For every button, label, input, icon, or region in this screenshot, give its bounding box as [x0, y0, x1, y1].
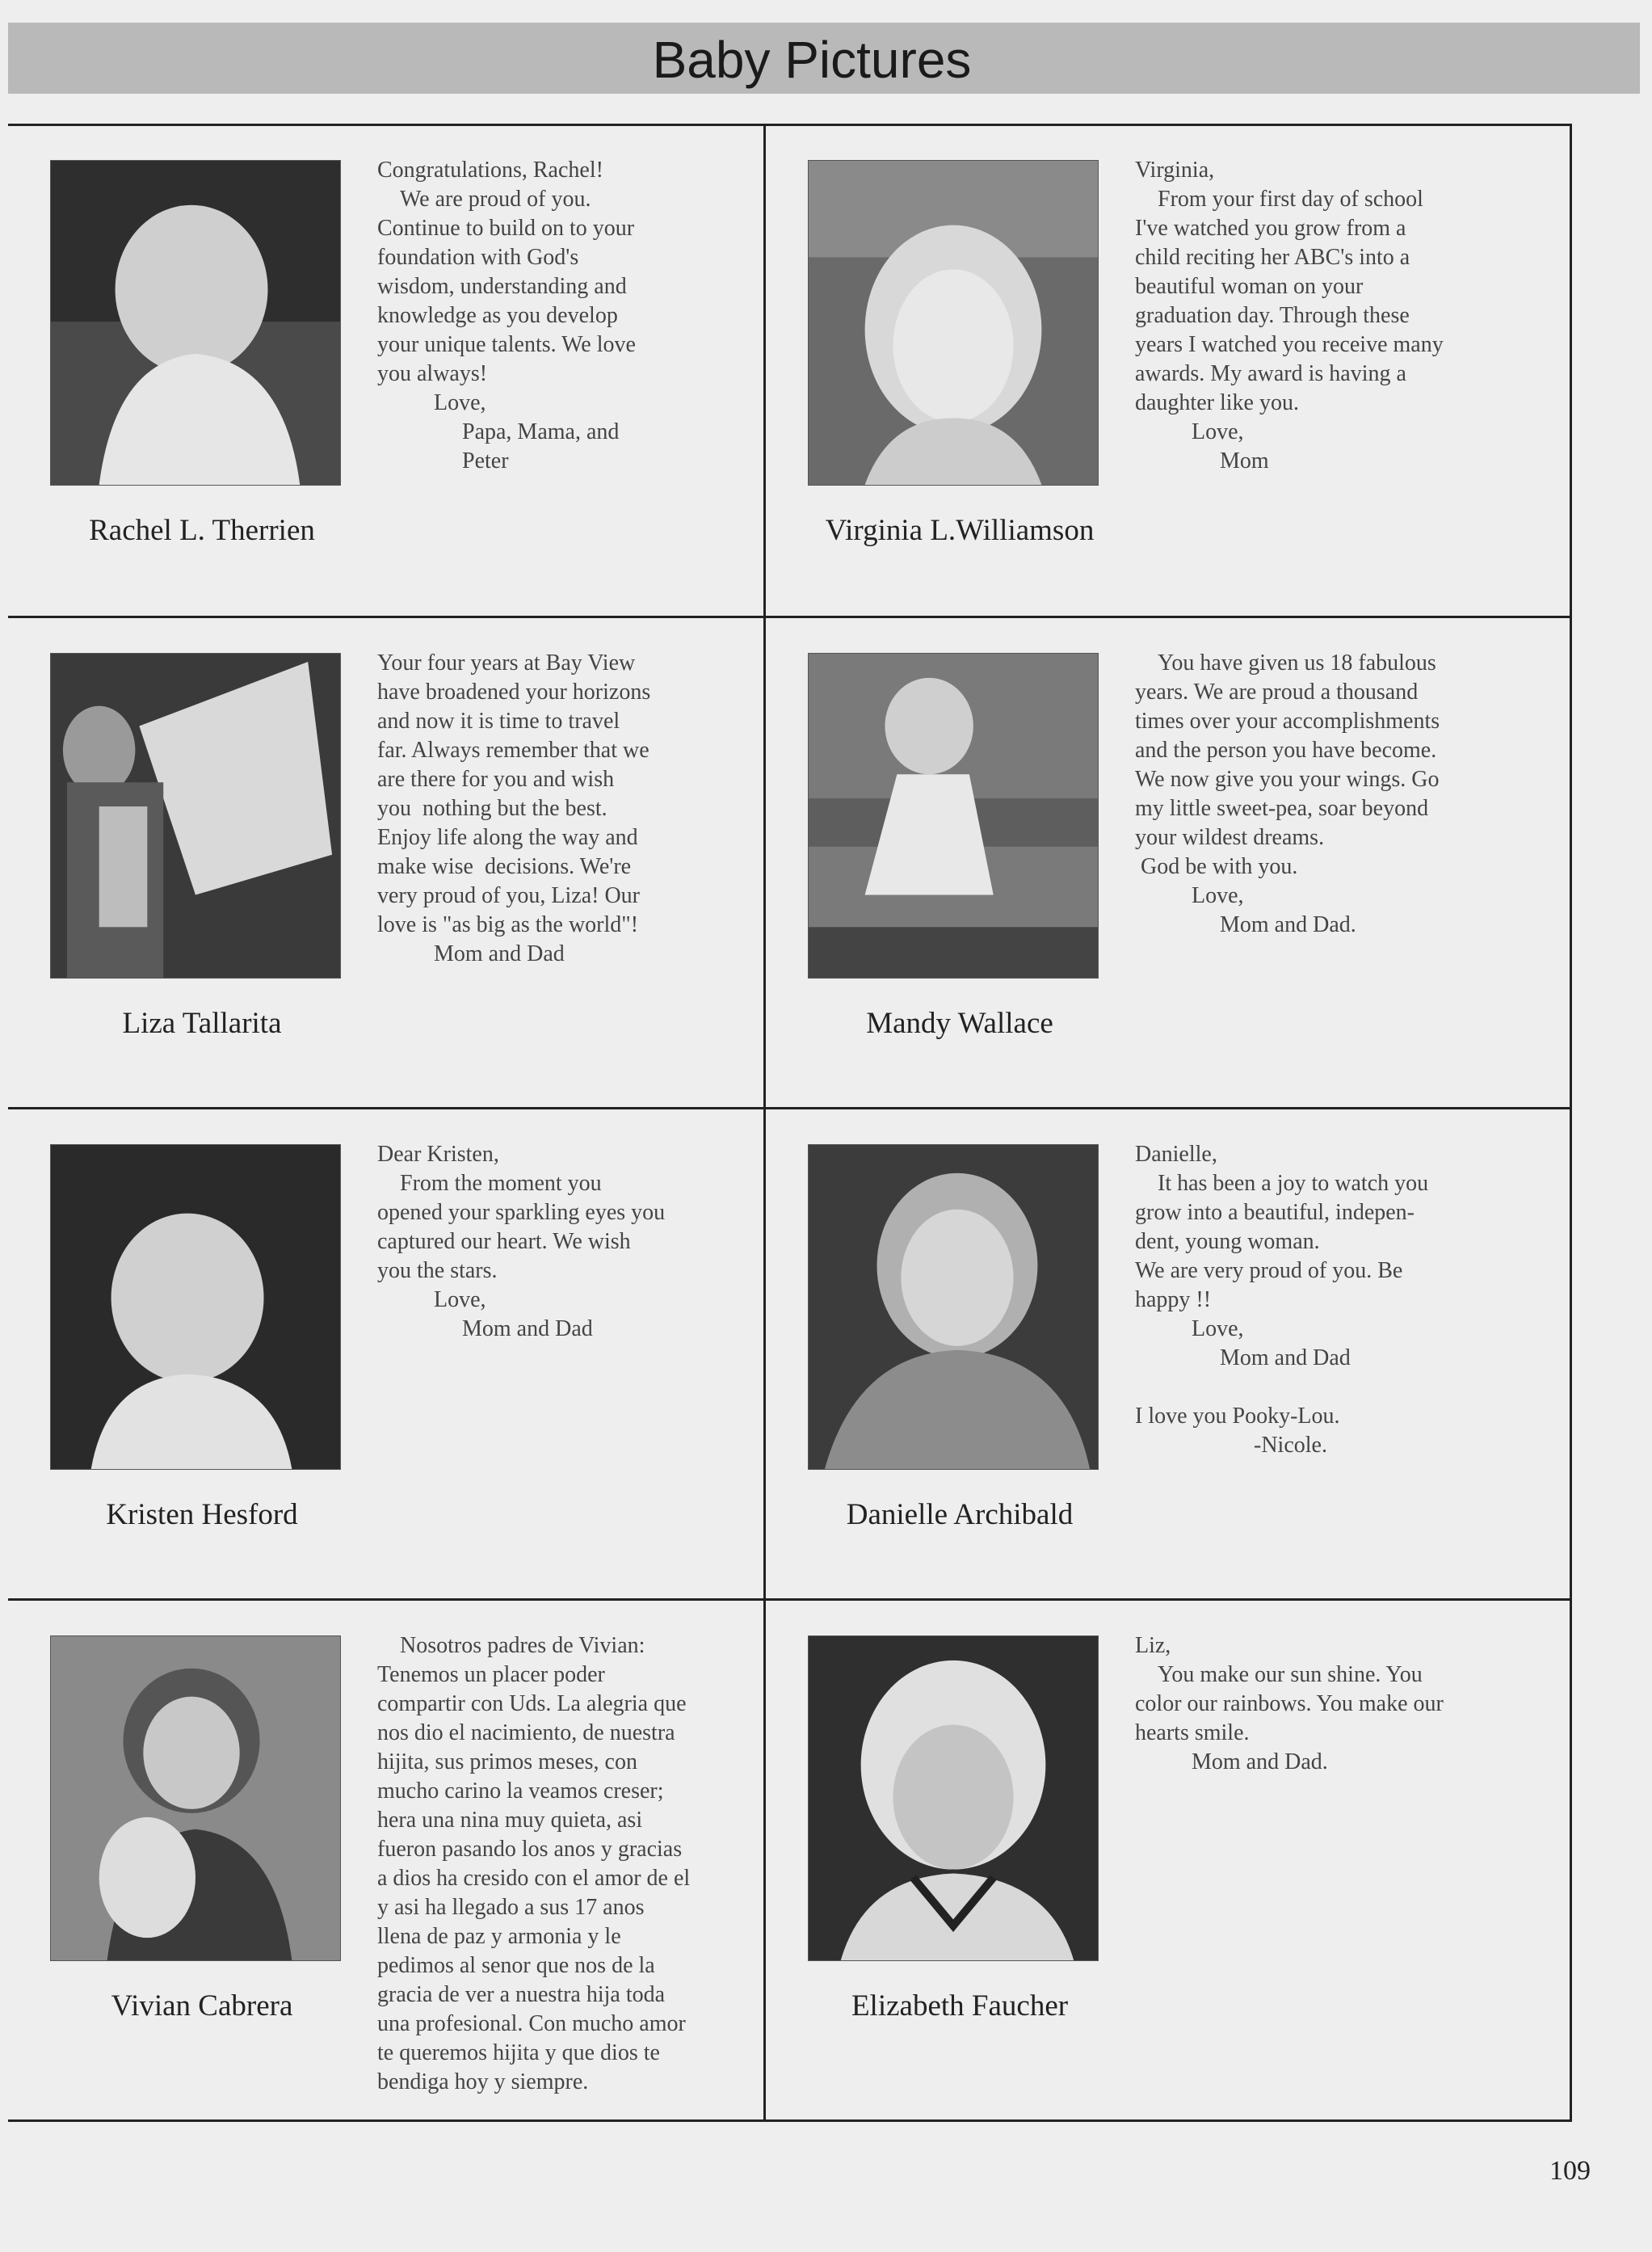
- student-name: Vivian Cabrera: [111, 1989, 293, 2023]
- baby-photo: [50, 1635, 341, 1961]
- student-name: Rachel L. Therrien: [89, 514, 315, 547]
- message-text: You have given us 18 fabulous years. We are proud a thousand times over your accomplishments and the person you have become. We now give you your wings. Go my little sweet-pea, soar beyond your wildest dreams. God be with you. Love, Mom and Dad.: [1135, 650, 1440, 937]
- message-text: Congratulations, Rachel! We are proud of you. Continue to build on to your foundation with God's wisdom, understanding and knowledge as you develop your unique talents. We love you always! Love, Papa, Mama, and Peter: [377, 158, 636, 474]
- baby-photo: [808, 1144, 1099, 1470]
- entry-card: [8, 617, 759, 1105]
- student-name: Mandy Wallace: [866, 1007, 1053, 1040]
- student-name: Virginia L.Williamson: [825, 514, 1095, 547]
- entry-card: [766, 1108, 1517, 1597]
- page-title: Baby Pictures: [652, 31, 972, 89]
- entry-card: [766, 124, 1517, 612]
- baby-photo: [808, 1635, 1099, 1961]
- student-name: Liza Tallarita: [122, 1007, 282, 1040]
- baby-photo: [50, 653, 341, 979]
- message-text: Your four years at Bay View have broadened your horizons and now it is time to travel far. Always remember that we are there for you and wish you nothing but the best. Enjoy life along the way and make wise decisions. We're very proud of you, Liza! Our love is "as big as the world"! Mom and Dad: [377, 650, 651, 966]
- message-text: Virginia, From your first day of school I've watched you grow from a child reciting her ABC's into a beautiful woman on your graduation day. Through these years I watched you receive many awards. My award is having a daughter like you. Love, Mom: [1135, 158, 1444, 474]
- message-text: Nosotros padres de Vivian: Tenemos un placer poder compartir con Uds. La alegria que nos dio el nacimiento, de nuestra hijita, sus primos meses, con mucho carino la veamos creser; hera una nina muy quieta, asi fueron pasando los anos y gracias a dios ha cresido con el amor de el y asi ha llegado a sus 17 anos llena de paz y armonia y le pedimos al senor que nos de la gracia de ver a nuestra hija toda una profesional. Con mucho amor te queremos hijita y que dios te bendiga hoy y siempre.: [377, 1633, 691, 2094]
- message-text: Liz, You make our sun shine. You color our rainbows. You make our hearts smile. Mom and Dad.: [1135, 1633, 1444, 1774]
- student-name: Danielle Archibald: [846, 1498, 1074, 1531]
- message-text: Danielle, It has been a joy to watch you grow into a beautiful, indepen- dent, young woman. We are very proud of you. Be happy !! Love, Mom and Dad I love you Pooky-Lou. -Nicole.: [1135, 1142, 1429, 1458]
- entry-card: [766, 617, 1517, 1105]
- student-name: Kristen Hesford: [106, 1498, 298, 1531]
- page-number: 109: [1549, 2156, 1591, 2186]
- student-name: Elizabeth Faucher: [851, 1989, 1069, 2023]
- entry-card: [8, 1599, 759, 2094]
- baby-photo: [808, 653, 1099, 979]
- entry-card: [766, 1599, 1517, 2088]
- entry-card: [8, 1108, 759, 1597]
- baby-photo: [50, 160, 341, 486]
- message-text: Dear Kristen, From the moment you opened your sparkling eyes you captured our heart. We wish you the stars. Love, Mom and Dad: [377, 1142, 666, 1341]
- baby-photo: [808, 160, 1099, 486]
- entry-card: [8, 124, 759, 612]
- baby-photo: [50, 1144, 341, 1470]
